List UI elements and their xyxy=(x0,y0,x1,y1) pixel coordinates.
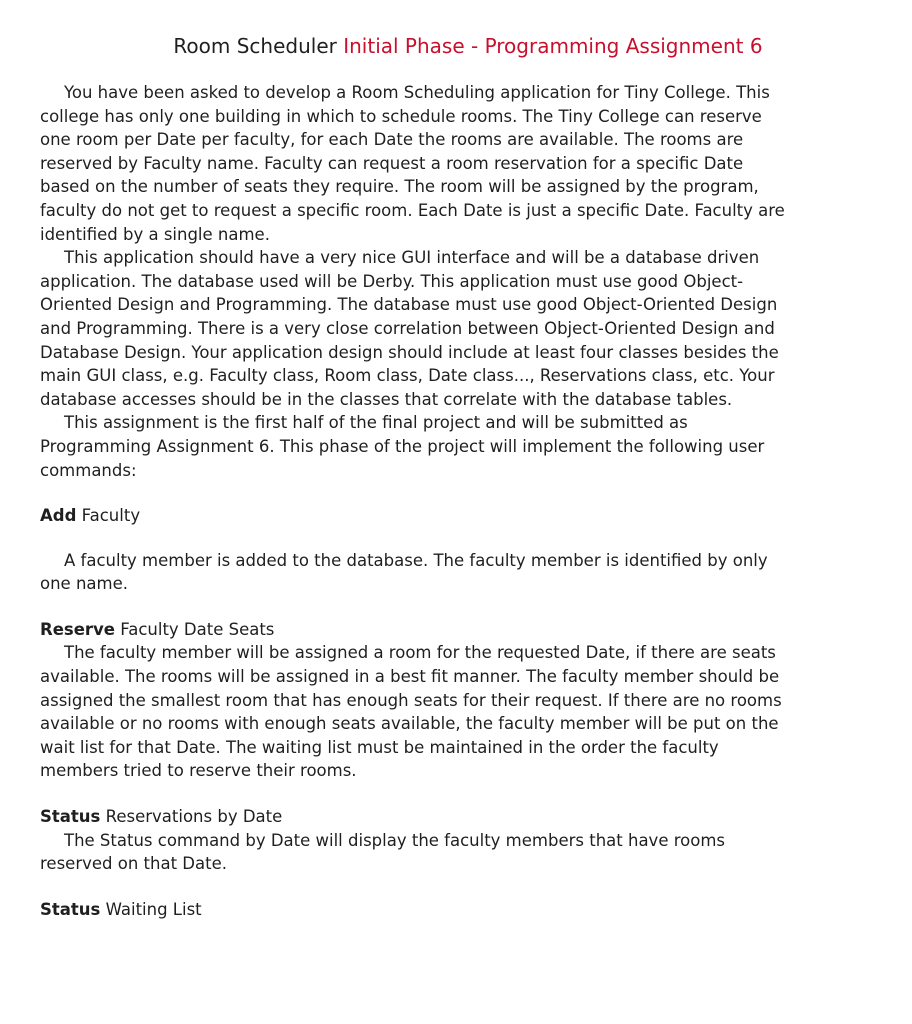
spacer xyxy=(40,876,872,898)
spacer xyxy=(40,482,872,504)
spacer xyxy=(40,528,872,549)
spacer xyxy=(40,596,872,618)
page-title xyxy=(40,33,872,59)
command-description-reserve: The faculty member will be assigned a room for the requested Date, if there are seats available. The rooms will be assigned in a best fit manner. The faculty member should be assigned the smallest room that has enough seats for their request. If there are no rooms available or no rooms with enough seats available, the faculty member will be put on the wait list for that Date. The waiting list must be maintained in the order the faculty members tried to reserve their rooms. xyxy=(40,643,782,781)
command-keyword: Status xyxy=(40,807,101,827)
command-description-add: A faculty member is added to the database. The faculty member is identified by only one name. xyxy=(40,550,768,594)
command-heading-reserve xyxy=(40,618,790,642)
title-phase: Initial Phase - Programming Assignment 6 xyxy=(343,34,763,58)
command-description-status-reservations: The Status command by Date will display the faculty members that have rooms reserved on that Date. xyxy=(40,830,725,874)
command-heading-status-waiting xyxy=(40,898,790,922)
command-keyword: Add xyxy=(40,506,77,526)
title-main: Room Scheduler xyxy=(173,34,344,58)
command-args: Faculty xyxy=(76,506,141,526)
intro-paragraph: You have been asked to develop a Room Scheduling application for Tiny College. This college has only one building in which to schedule rooms. The Tiny College can reserve one room per Date per faculty, for each Date the rooms are available. The rooms are reserved by Faculty name. Faculty can request a room reservation for a specific Date based on the number of seats they require. The room will be assigned by the program, faculty do not get to request a specific room. Each Date is just a specific Date. Faculty are identified by a single name. xyxy=(40,83,785,244)
command-keyword: Reserve xyxy=(40,619,115,639)
spacer xyxy=(40,783,872,805)
command-args: Waiting List xyxy=(100,899,202,919)
intro-paragraph: This application should have a very nice GUI interface and will be a database driven application. The database used will be Derby. This application must use good Object-Oriented Design and Programming. The database must use good Object-Oriented Design and Programming. There is a very close correlation between Object-Oriented Design and Database Design. Your application design should include at least four classes besides the main GUI class, e.g. Faculty class, Room class, Date class..., Reservations class, etc. Your database accesses should be in the classes that correlate with the database tables. xyxy=(40,248,779,409)
command-heading-status-reservations xyxy=(40,805,790,829)
intro-paragraph: This assignment is the first half of the final project and will be submitted as Programming Assignment 6. This phase of the project will implement the following user commands: xyxy=(40,413,765,480)
command-heading-add xyxy=(40,504,790,528)
command-args: Faculty Date Seats xyxy=(115,619,275,639)
command-args: Reservations by Date xyxy=(100,807,283,827)
command-keyword: Status xyxy=(40,899,101,919)
